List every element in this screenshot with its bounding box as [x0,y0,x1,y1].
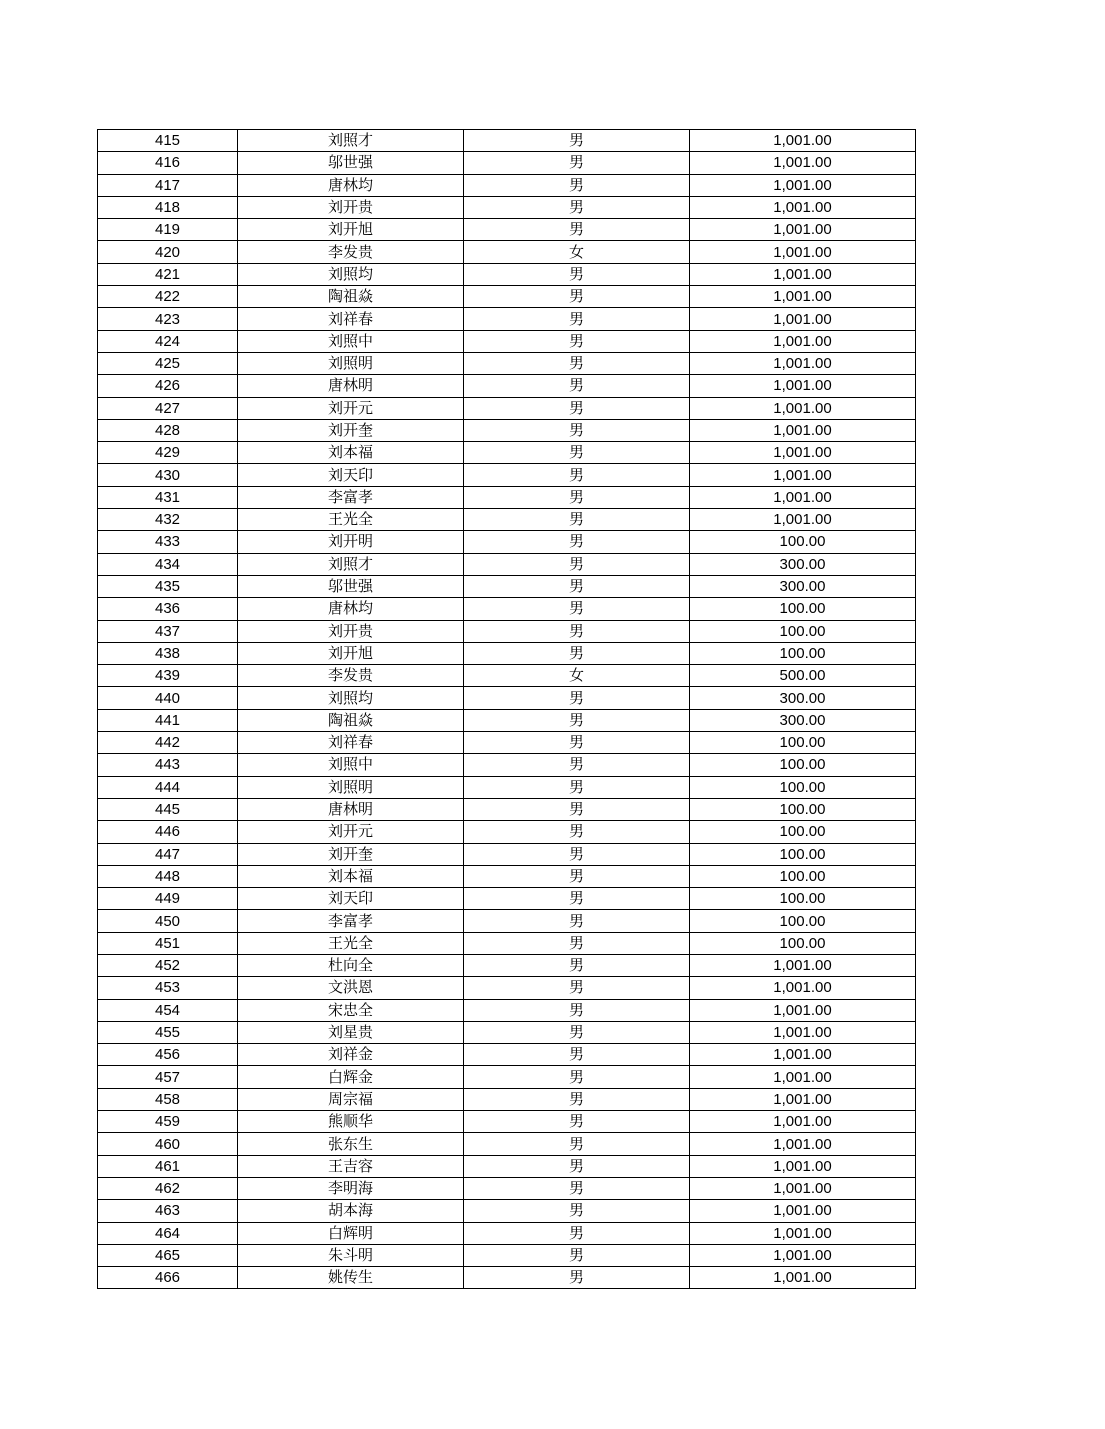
amount-cell: 1,001.00 [690,330,916,352]
row-number-cell: 444 [98,776,238,798]
amount-cell: 500.00 [690,665,916,687]
table-row [98,687,916,709]
amount-cell: 1,001.00 [690,174,916,196]
name-cell: 刘开奎 [238,843,464,865]
gender-cell: 男 [464,1021,690,1043]
name-cell: 邬世强 [238,575,464,597]
row-number-cell: 457 [98,1066,238,1088]
amount-cell: 1,001.00 [690,509,916,531]
gender-cell: 男 [464,352,690,374]
row-number-cell: 455 [98,1021,238,1043]
table-row [98,1200,916,1222]
gender-cell: 男 [464,754,690,776]
gender-cell: 男 [464,375,690,397]
row-number-cell: 442 [98,732,238,754]
name-cell: 刘开旭 [238,219,464,241]
name-cell: 唐林明 [238,798,464,820]
row-number-cell: 422 [98,286,238,308]
row-number-cell: 427 [98,397,238,419]
amount-cell: 100.00 [690,798,916,820]
amount-cell: 1,001.00 [690,1066,916,1088]
name-cell: 李富孝 [238,910,464,932]
row-number-cell: 459 [98,1111,238,1133]
table-row [98,1155,916,1177]
amount-cell: 1,001.00 [690,486,916,508]
name-cell: 刘照才 [238,130,464,152]
name-cell: 刘天印 [238,464,464,486]
amount-cell: 1,001.00 [690,1177,916,1199]
table-row [98,509,916,531]
gender-cell: 男 [464,442,690,464]
row-number-cell: 423 [98,308,238,330]
amount-cell: 100.00 [690,598,916,620]
gender-cell: 男 [464,575,690,597]
gender-cell: 男 [464,1044,690,1066]
amount-cell: 100.00 [690,910,916,932]
table-row [98,286,916,308]
name-cell: 姚传生 [238,1267,464,1289]
amount-cell: 100.00 [690,531,916,553]
table-row [98,932,916,954]
amount-cell: 300.00 [690,687,916,709]
table-row [98,843,916,865]
table-row [98,375,916,397]
table-row [98,776,916,798]
row-number-cell: 436 [98,598,238,620]
gender-cell: 女 [464,665,690,687]
amount-cell: 1,001.00 [690,442,916,464]
gender-cell: 男 [464,687,690,709]
table-row [98,798,916,820]
amount-cell: 100.00 [690,843,916,865]
gender-cell: 男 [464,977,690,999]
table-row [98,1177,916,1199]
amount-cell: 100.00 [690,642,916,664]
row-number-cell: 452 [98,954,238,976]
row-number-cell: 420 [98,241,238,263]
row-number-cell: 449 [98,888,238,910]
name-cell: 刘照均 [238,687,464,709]
row-number-cell: 434 [98,553,238,575]
gender-cell: 男 [464,509,690,531]
amount-cell: 1,001.00 [690,419,916,441]
amount-cell: 1,001.00 [690,219,916,241]
data-table [97,129,916,1289]
row-number-cell: 463 [98,1200,238,1222]
row-number-cell: 431 [98,486,238,508]
gender-cell: 男 [464,419,690,441]
name-cell: 刘照中 [238,330,464,352]
amount-cell: 100.00 [690,865,916,887]
name-cell: 刘开奎 [238,419,464,441]
name-cell: 白辉金 [238,1066,464,1088]
name-cell: 刘照中 [238,754,464,776]
table-row [98,531,916,553]
table-row [98,977,916,999]
amount-cell: 1,001.00 [690,352,916,374]
name-cell: 王光全 [238,509,464,531]
row-number-cell: 430 [98,464,238,486]
gender-cell: 男 [464,219,690,241]
table-row [98,1244,916,1266]
gender-cell: 男 [464,598,690,620]
name-cell: 文洪恩 [238,977,464,999]
row-number-cell: 466 [98,1267,238,1289]
table-row [98,174,916,196]
row-number-cell: 435 [98,575,238,597]
row-number-cell: 426 [98,375,238,397]
gender-cell: 男 [464,1267,690,1289]
gender-cell: 男 [464,1200,690,1222]
row-number-cell: 419 [98,219,238,241]
table-row [98,598,916,620]
name-cell: 陶祖焱 [238,286,464,308]
name-cell: 朱斗明 [238,1244,464,1266]
gender-cell: 男 [464,888,690,910]
row-number-cell: 461 [98,1155,238,1177]
row-number-cell: 429 [98,442,238,464]
name-cell: 刘照才 [238,553,464,575]
table-row [98,1222,916,1244]
row-number-cell: 437 [98,620,238,642]
gender-cell: 男 [464,174,690,196]
amount-cell: 300.00 [690,553,916,575]
amount-cell: 1,001.00 [690,241,916,263]
gender-cell: 男 [464,732,690,754]
row-number-cell: 439 [98,665,238,687]
row-number-cell: 433 [98,531,238,553]
gender-cell: 男 [464,486,690,508]
gender-cell: 男 [464,1088,690,1110]
row-number-cell: 416 [98,152,238,174]
gender-cell: 男 [464,642,690,664]
amount-cell: 1,001.00 [690,397,916,419]
name-cell: 唐林均 [238,174,464,196]
table-row [98,1133,916,1155]
row-number-cell: 415 [98,130,238,152]
gender-cell: 男 [464,1133,690,1155]
name-cell: 李明海 [238,1177,464,1199]
row-number-cell: 441 [98,709,238,731]
gender-cell: 男 [464,263,690,285]
table-row [98,486,916,508]
table-row [98,1066,916,1088]
table-row [98,464,916,486]
gender-cell: 男 [464,1155,690,1177]
name-cell: 唐林均 [238,598,464,620]
table-row [98,642,916,664]
gender-cell: 男 [464,620,690,642]
table-row [98,999,916,1021]
name-cell: 白辉明 [238,1222,464,1244]
table-row [98,1267,916,1289]
name-cell: 刘天印 [238,888,464,910]
table-row [98,1044,916,1066]
row-number-cell: 462 [98,1177,238,1199]
gender-cell: 男 [464,531,690,553]
row-number-cell: 456 [98,1044,238,1066]
gender-cell: 男 [464,308,690,330]
table-row [98,954,916,976]
row-number-cell: 450 [98,910,238,932]
row-number-cell: 428 [98,419,238,441]
gender-cell: 男 [464,843,690,865]
amount-cell: 1,001.00 [690,1222,916,1244]
amount-cell: 100.00 [690,932,916,954]
gender-cell: 男 [464,798,690,820]
table-row [98,1021,916,1043]
amount-cell: 1,001.00 [690,152,916,174]
amount-cell: 1,001.00 [690,1155,916,1177]
row-number-cell: 440 [98,687,238,709]
table-row [98,1088,916,1110]
amount-cell: 1,001.00 [690,1133,916,1155]
table-row [98,665,916,687]
gender-cell: 男 [464,999,690,1021]
table-row [98,263,916,285]
table-row [98,709,916,731]
table-row [98,888,916,910]
row-number-cell: 424 [98,330,238,352]
gender-cell: 女 [464,241,690,263]
table-row [98,620,916,642]
amount-cell: 100.00 [690,888,916,910]
table-row [98,152,916,174]
row-number-cell: 465 [98,1244,238,1266]
amount-cell: 1,001.00 [690,464,916,486]
amount-cell: 1,001.00 [690,1244,916,1266]
name-cell: 刘开旭 [238,642,464,664]
amount-cell: 300.00 [690,709,916,731]
name-cell: 陶祖焱 [238,709,464,731]
table-body [98,130,916,1289]
gender-cell: 男 [464,954,690,976]
row-number-cell: 454 [98,999,238,1021]
table-row [98,241,916,263]
table-row [98,352,916,374]
gender-cell: 男 [464,464,690,486]
table-row [98,910,916,932]
amount-cell: 1,001.00 [690,1200,916,1222]
amount-cell: 1,001.00 [690,1111,916,1133]
table-row [98,196,916,218]
amount-cell: 1,001.00 [690,263,916,285]
row-number-cell: 421 [98,263,238,285]
row-number-cell: 453 [98,977,238,999]
name-cell: 周宗福 [238,1088,464,1110]
name-cell: 杜向全 [238,954,464,976]
name-cell: 刘照均 [238,263,464,285]
name-cell: 刘本福 [238,442,464,464]
name-cell: 邬世强 [238,152,464,174]
amount-cell: 1,001.00 [690,1044,916,1066]
row-number-cell: 438 [98,642,238,664]
gender-cell: 男 [464,130,690,152]
row-number-cell: 448 [98,865,238,887]
table-row [98,419,916,441]
name-cell: 刘开贵 [238,196,464,218]
name-cell: 王光全 [238,932,464,954]
row-number-cell: 451 [98,932,238,954]
name-cell: 唐林明 [238,375,464,397]
table-row [98,330,916,352]
name-cell: 李发贵 [238,241,464,263]
amount-cell: 100.00 [690,821,916,843]
gender-cell: 男 [464,821,690,843]
name-cell: 李发贵 [238,665,464,687]
name-cell: 张东生 [238,1133,464,1155]
gender-cell: 男 [464,397,690,419]
row-number-cell: 417 [98,174,238,196]
amount-cell: 1,001.00 [690,196,916,218]
amount-cell: 1,001.00 [690,1267,916,1289]
name-cell: 刘星贵 [238,1021,464,1043]
gender-cell: 男 [464,286,690,308]
table-row [98,130,916,152]
amount-cell: 1,001.00 [690,999,916,1021]
row-number-cell: 425 [98,352,238,374]
amount-cell: 100.00 [690,732,916,754]
gender-cell: 男 [464,865,690,887]
name-cell: 刘照明 [238,352,464,374]
name-cell: 刘照明 [238,776,464,798]
row-number-cell: 458 [98,1088,238,1110]
amount-cell: 1,001.00 [690,286,916,308]
amount-cell: 100.00 [690,776,916,798]
name-cell: 刘开明 [238,531,464,553]
name-cell: 刘开元 [238,821,464,843]
gender-cell: 男 [464,1244,690,1266]
table-row [98,219,916,241]
row-number-cell: 443 [98,754,238,776]
table-row [98,553,916,575]
name-cell: 胡本海 [238,1200,464,1222]
amount-cell: 1,001.00 [690,954,916,976]
amount-cell: 300.00 [690,575,916,597]
table-row [98,397,916,419]
row-number-cell: 418 [98,196,238,218]
amount-cell: 1,001.00 [690,375,916,397]
gender-cell: 男 [464,196,690,218]
table-row [98,575,916,597]
amount-cell: 1,001.00 [690,1088,916,1110]
table-row [98,865,916,887]
name-cell: 刘祥春 [238,732,464,754]
amount-cell: 1,001.00 [690,1021,916,1043]
row-number-cell: 446 [98,821,238,843]
table-row [98,1111,916,1133]
gender-cell: 男 [464,709,690,731]
row-number-cell: 445 [98,798,238,820]
gender-cell: 男 [464,1177,690,1199]
gender-cell: 男 [464,776,690,798]
name-cell: 刘开元 [238,397,464,419]
table-row [98,732,916,754]
gender-cell: 男 [464,330,690,352]
table-row [98,308,916,330]
table-row [98,442,916,464]
gender-cell: 男 [464,152,690,174]
row-number-cell: 464 [98,1222,238,1244]
gender-cell: 男 [464,1222,690,1244]
name-cell: 刘本福 [238,865,464,887]
name-cell: 刘祥春 [238,308,464,330]
name-cell: 宋忠全 [238,999,464,1021]
gender-cell: 男 [464,1111,690,1133]
table-row [98,821,916,843]
name-cell: 李富孝 [238,486,464,508]
gender-cell: 男 [464,910,690,932]
name-cell: 熊顺华 [238,1111,464,1133]
gender-cell: 男 [464,932,690,954]
row-number-cell: 447 [98,843,238,865]
amount-cell: 100.00 [690,754,916,776]
amount-cell: 1,001.00 [690,977,916,999]
table-row [98,754,916,776]
row-number-cell: 432 [98,509,238,531]
name-cell: 刘开贵 [238,620,464,642]
amount-cell: 100.00 [690,620,916,642]
row-number-cell: 460 [98,1133,238,1155]
gender-cell: 男 [464,553,690,575]
gender-cell: 男 [464,1066,690,1088]
amount-cell: 1,001.00 [690,308,916,330]
amount-cell: 1,001.00 [690,130,916,152]
name-cell: 王吉容 [238,1155,464,1177]
name-cell: 刘祥金 [238,1044,464,1066]
